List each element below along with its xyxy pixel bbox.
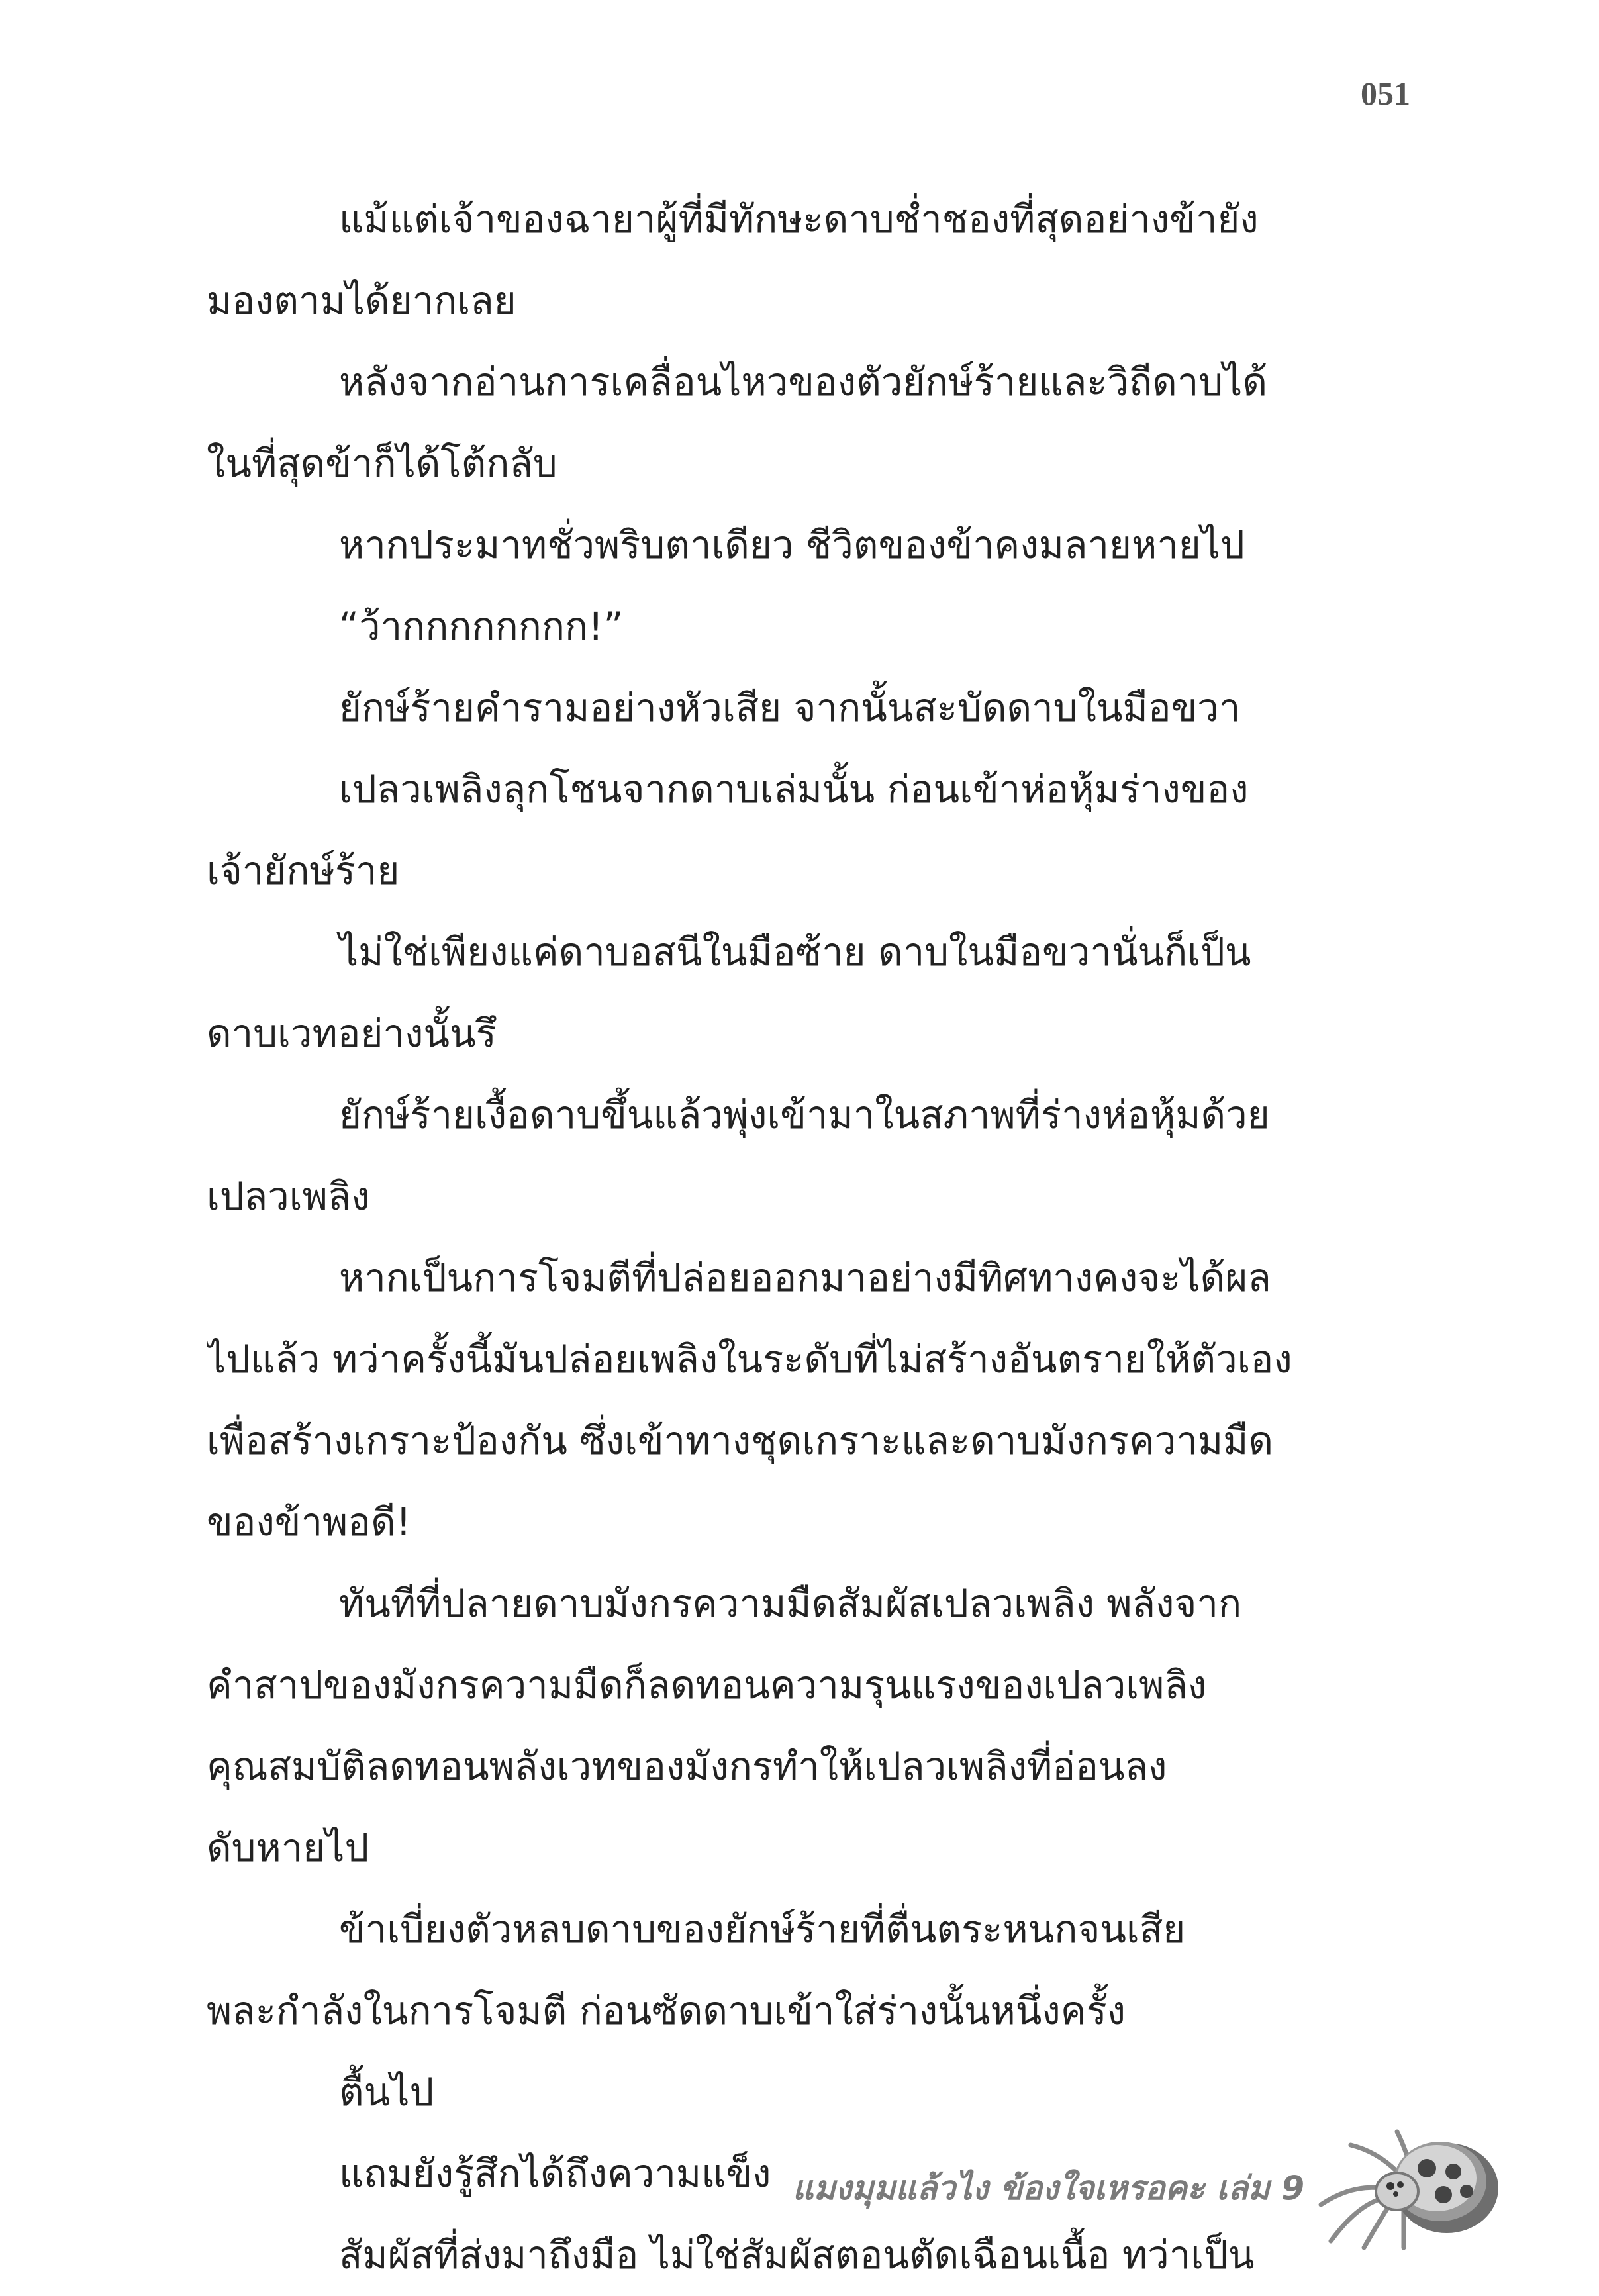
text-line: ตื้นไป (339, 2070, 434, 2115)
page-number: 051 (1361, 75, 1410, 112)
text-line: หากเป็นการโจมตีที่ปล่อยออกมาอย่างมีทิศทางคงจะได้ผล (339, 1255, 1271, 1300)
text-line: เปลวเพลิงลุกโชนจากดาบเล่มนั้น ก่อนเข้าห่อหุ้มร่างของ (339, 767, 1249, 812)
text-line: ยักษ์ร้ายเงื้อดาบขึ้นแล้วพุ่งเข้ามาในสภาพที่ร่างห่อหุ้มด้วย (339, 1092, 1270, 1137)
text-line: หลังจากอ่านการเคลื่อนไหวของตัวยักษ์ร้ายและวิถีดาบได้ (339, 359, 1267, 405)
text-line: เพื่อสร้างเกราะป้องกัน ซึ่งเข้าทางชุดเกราะและดาบมังกรความมืด (207, 1418, 1274, 1463)
text-line: สัมผัสที่ส่งมาถึงมือ ไม่ใช่สัมผัสตอนตัดเฉือนเนื้อ ทว่าเป็น (339, 2232, 1255, 2277)
text-line: ไปแล้ว ทว่าครั้งนี้มันปล่อยเพลิงในระดับที่ไม่สร้างอันตรายให้ตัวเอง (207, 1337, 1292, 1382)
text-line: คำสาปของมังกรความมืดก็ลดทอนความรุนแรงของเปลวเพลิง (207, 1662, 1207, 1707)
text-line: “ว้ากกกกกกกก!” (339, 604, 624, 649)
text-line: ไม่ใช่เพียงแค่ดาบอสนีในมือซ้าย ดาบในมือขวานั่นก็เป็น (339, 930, 1251, 975)
text-line: ดาบเวทอย่างนั้นรึ (207, 1011, 497, 1056)
text-line: ข้าเบี่ยงตัวหลบดาบของยักษ์ร้ายที่ตื่นตระหนกจนเสีย (339, 1907, 1186, 1952)
text-line: มองตามได้ยากเลย (207, 278, 516, 323)
text-line: ยักษ์ร้ายคำรามอย่างหัวเสีย จากนั้นสะบัดดาบในมือขวา (339, 685, 1241, 730)
text-line: ดับหายไป (207, 1825, 369, 1870)
spider-mascot-icon (1304, 2125, 1503, 2251)
text-line: เปลวเพลิง (207, 1174, 370, 1219)
text-line: เจ้ายักษ์ร้าย (207, 848, 400, 893)
text-line: คุณสมบัติลดทอนพลังเวทของมังกรทำให้เปลวเพลิงที่อ่อนลง (207, 1744, 1167, 1789)
text-line: ทันทีที่ปลายดาบมังกรความมืดสัมผัสเปลวเพลิง พลังจาก (339, 1581, 1242, 1626)
text-line: หากประมาทชั่วพริบตาเดียว ชีวิตของข้าคงมลายหายไป (339, 522, 1245, 567)
text-line: แถมยังรู้สึกได้ถึงความแข็ง (339, 2151, 771, 2196)
text-line: แม้แต่เจ้าของฉายาผู้ที่มีทักษะดาบช่ำชองที่สุดอย่างข้ายัง (339, 197, 1259, 242)
text-line: พละกำลังในการโจมตี ก่อนซัดดาบเข้าใส่ร่างนั้นหนึ่งครั้ง (207, 1988, 1126, 2033)
page-footer (755, 2125, 1503, 2251)
text-line: ของข้าพอดี! (207, 1500, 412, 1545)
text-line: ในที่สุดข้าก็ได้โต้กลับ (207, 441, 557, 486)
book-title: แมงมุมแล้วไง ข้องใจเหรอคะ เล่ม 9 (792, 2169, 1304, 2207)
body-text (207, 179, 1405, 2296)
